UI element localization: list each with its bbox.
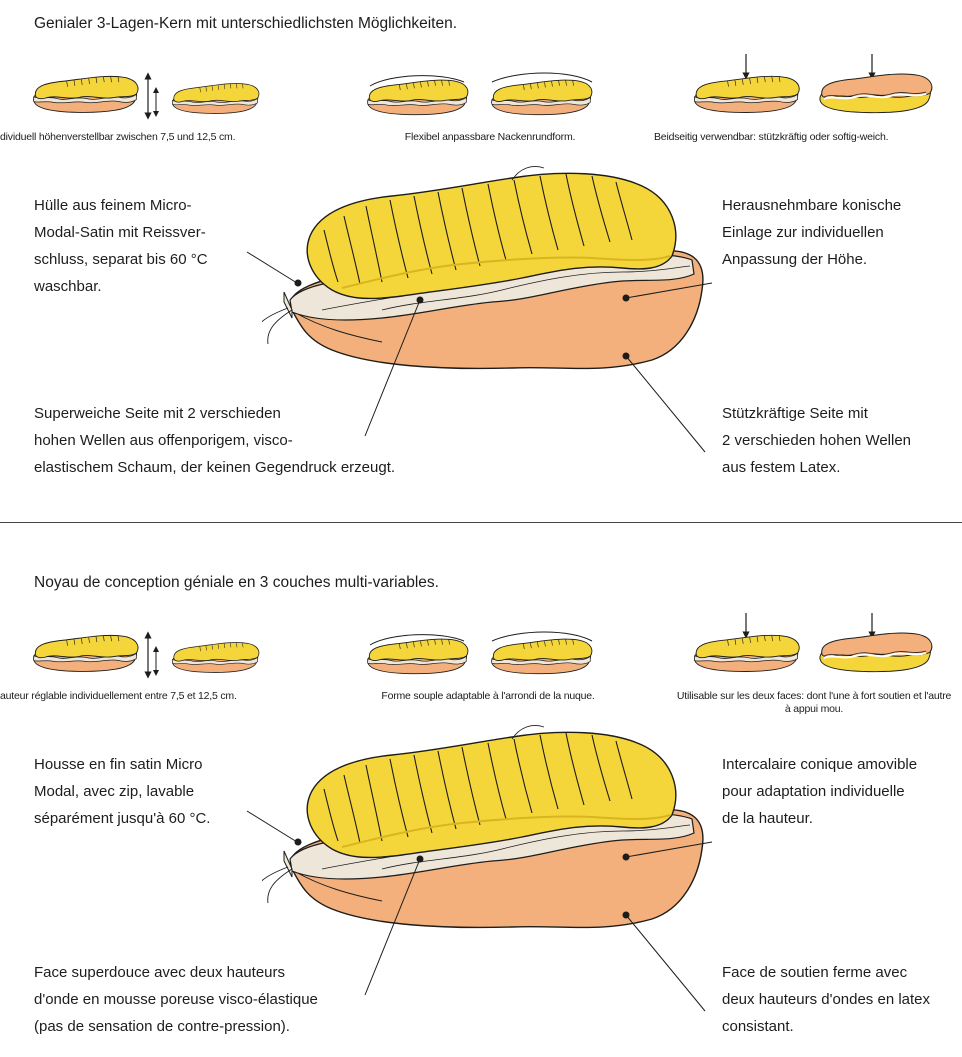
section-heading: Noyau de conception géniale en 3 couches multi-variables.	[34, 574, 439, 591]
section-german	[0, 0, 962, 522]
callout-cover: Hülle aus feinem Micro- Modal-Satin mit Reissver- schluss, separat bis 60 °C waschbar.	[34, 197, 208, 295]
callout-firm-side: Face de soutien ferme avec deux hauteurs d'ondes en latex consistant.	[722, 964, 931, 1035]
caption-neck: Flexibel anpassbare Nackenrundform.	[404, 131, 576, 143]
section-french	[0, 523, 962, 1057]
callout-firm-side: Stützkräftige Seite mit 2 verschieden hohen Wellen aus festem Latex.	[722, 405, 912, 476]
section-heading: Genialer 3-Lagen-Kern mit unterschiedlichsten Möglichkeiten.	[34, 15, 458, 32]
callout-soft-side: Superweiche Seite mit 2 verschieden hohen Wellen aus offenporigem, visco- elastischem Schaum, der keinen Gegendruck erzeugt.	[34, 405, 396, 476]
callout-insert: Herausnehmbare konische Einlage zur individuellen Anpassung der Höhe.	[722, 197, 902, 268]
caption-sides: Utilisable sur les deux faces: dont l'une à fort soutien et l'autre à appui mou.	[676, 690, 952, 715]
callout-cover: Housse en fin satin Micro Modal, avec zip, lavable séparément jusqu'à 60 °C.	[34, 756, 211, 827]
callout-soft-side: Face superdouce avec deux hauteurs d'onde en mousse poreuse visco-élastique (pas de sensation de contre-pression).	[34, 964, 318, 1035]
callout-insert: Intercalaire conique amovible pour adaptation individuelle de la hauteur.	[722, 756, 918, 827]
caption-neck: Forme souple adaptable à l'arrondi de la nuque.	[381, 690, 595, 702]
caption-height: auteur réglable individuellement entre 7,5 et 12,5 cm.	[0, 690, 237, 702]
caption-sides: Beidseitig verwendbar: stützkräftig oder softig-weich.	[654, 131, 889, 143]
caption-height: dividuell höhenverstellbar zwischen 7,5 und 12,5 cm.	[0, 131, 236, 143]
